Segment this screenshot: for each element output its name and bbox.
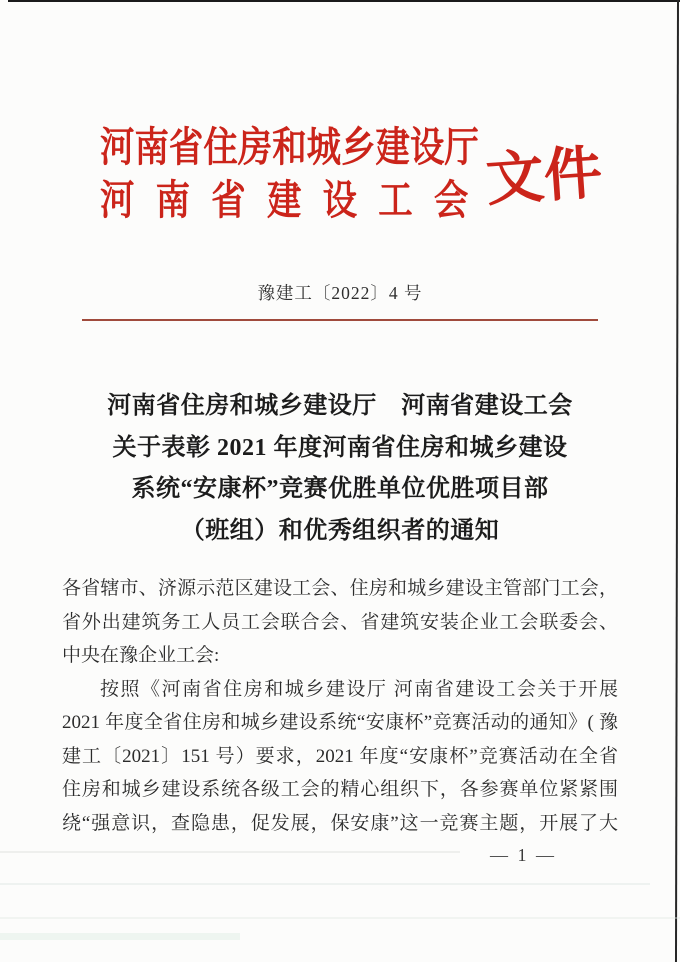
document-body [62,572,618,840]
body-line: 绕“强意识，查隐患，促发展，保安康”这一竞赛主题，开展了大 [62,812,618,834]
title-line: 河南省住房和城乡建设厅 河南省建设工会 [107,393,573,419]
red-separator-line [82,319,598,321]
title-line: 关于表彰 2021 年度河南省住房和城乡建设 [112,434,568,461]
scan-streak [0,933,240,940]
body-line: 各省辖市、济源示范区建设工会、住房和城乡建设主管部门工会， [62,578,618,599]
body-line: 省外出建筑务工人员工会联合会、省建筑安装企业工会联委会、 [62,611,618,633]
document-type-label: 文件 [483,140,605,213]
org-name-line2: 河 南 省 建 设 工 会 [100,177,469,224]
document-number: 豫建工〔2022〕4 号 [257,283,423,303]
scan-edge-right [675,0,679,962]
scan-streak [0,917,680,919]
scan-streak [0,851,460,853]
body-line: 中央在豫企业工会: [62,645,220,666]
body-line: 按照《河南省住房和城乡建设厅 河南省建设工会关于开展 [100,678,618,700]
title-line: （班组）和优秀组织者的通知 [180,517,500,544]
scan-edge-top [8,0,680,2]
body-line: 2021 年度全省住房和城乡建设系统“安康杯”竞赛活动的通知》( 豫 [62,712,618,733]
document-title [40,386,640,552]
page-number: — 1 — [490,845,554,865]
scan-streak [0,883,650,885]
org-name-line1: 河南省住房和城乡建设厅 [100,124,479,170]
issuing-organizations [100,126,551,222]
body-line: 住房和城乡建设系统各级工会的精心组织下，各参赛单位紧紧围 [62,779,618,800]
body-line: 建工〔2021〕151 号）要求，2021 年度“安康杯”竞赛活动在全省 [62,745,618,767]
title-line: 系统“安康杯”竞赛优胜单位优胜项目部 [131,476,549,502]
